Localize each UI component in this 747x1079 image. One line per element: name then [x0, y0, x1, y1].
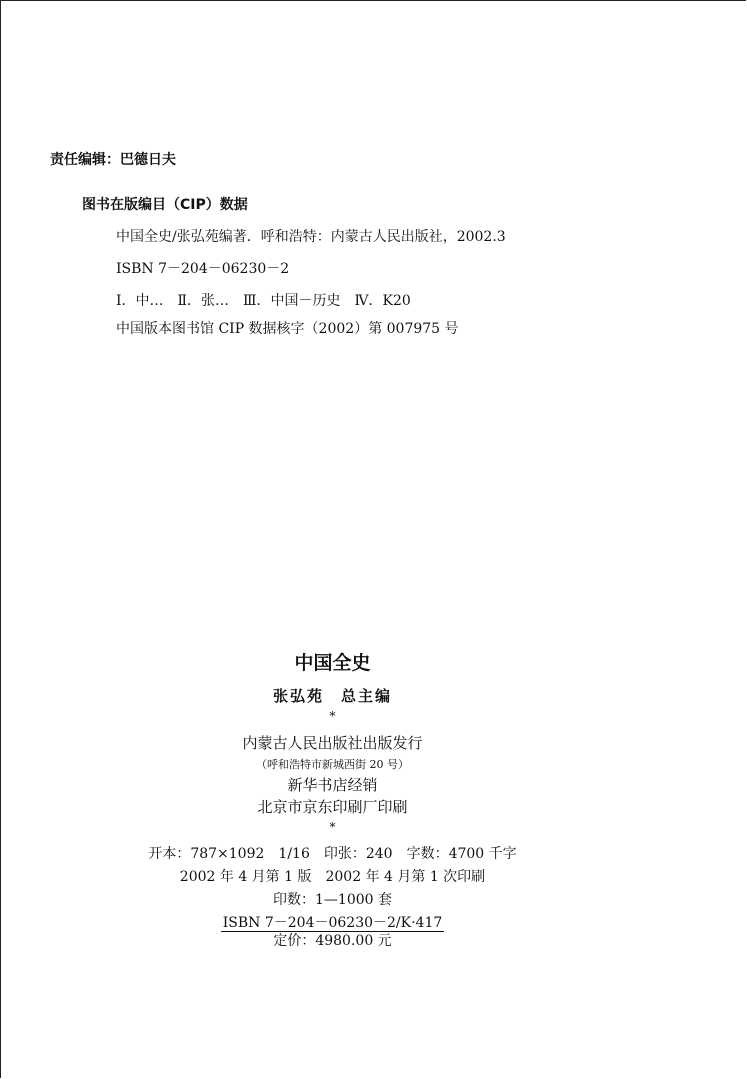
print-run: 印数：1—1000 套: [273, 892, 392, 908]
book-title: 中国全史: [294, 652, 371, 674]
publisher-address: （呼和浩特市新城西街 20 号）: [256, 758, 409, 771]
cip-line-record-number: 中国版本图书馆 CIP 数据核字（2002）第 007975 号: [116, 321, 459, 337]
cip-line-classification: Ⅰ．中… Ⅱ．张… Ⅲ．中国－历史 Ⅳ．K20: [116, 293, 411, 309]
isbn-full: [0, 912, 665, 932]
printer: 北京市京东印刷厂印刷: [257, 798, 408, 816]
responsible-editor: 责任编辑：巴德日夫: [50, 152, 176, 168]
distributor: 新华书店经销: [287, 776, 378, 794]
cip-line-title: 中国全史/张弘苑编著．呼和浩特：内蒙古人民出版社，2002.3: [116, 229, 506, 245]
publisher: 内蒙古人民出版社出版发行: [242, 734, 423, 752]
cip-heading: 图书在版编目（CIP）数据: [82, 197, 248, 213]
price: 定价：4980.00 元: [273, 933, 392, 949]
cip-line-isbn: ISBN 7－204－06230－2: [116, 261, 290, 277]
separator-star: *: [329, 820, 336, 834]
separator-star: *: [329, 709, 336, 723]
isbn-full-text: ISBN 7－204－06230－2/K·417: [222, 915, 443, 931]
format-specs: 开本：787×1092 1/16 印张：240 字数：4700 千字: [148, 846, 517, 862]
chief-editor: 张弘苑 总主编: [272, 687, 392, 705]
edition-info: 2002 年 4 月第 1 版 2002 年 4 月第 1 次印刷: [179, 869, 486, 885]
